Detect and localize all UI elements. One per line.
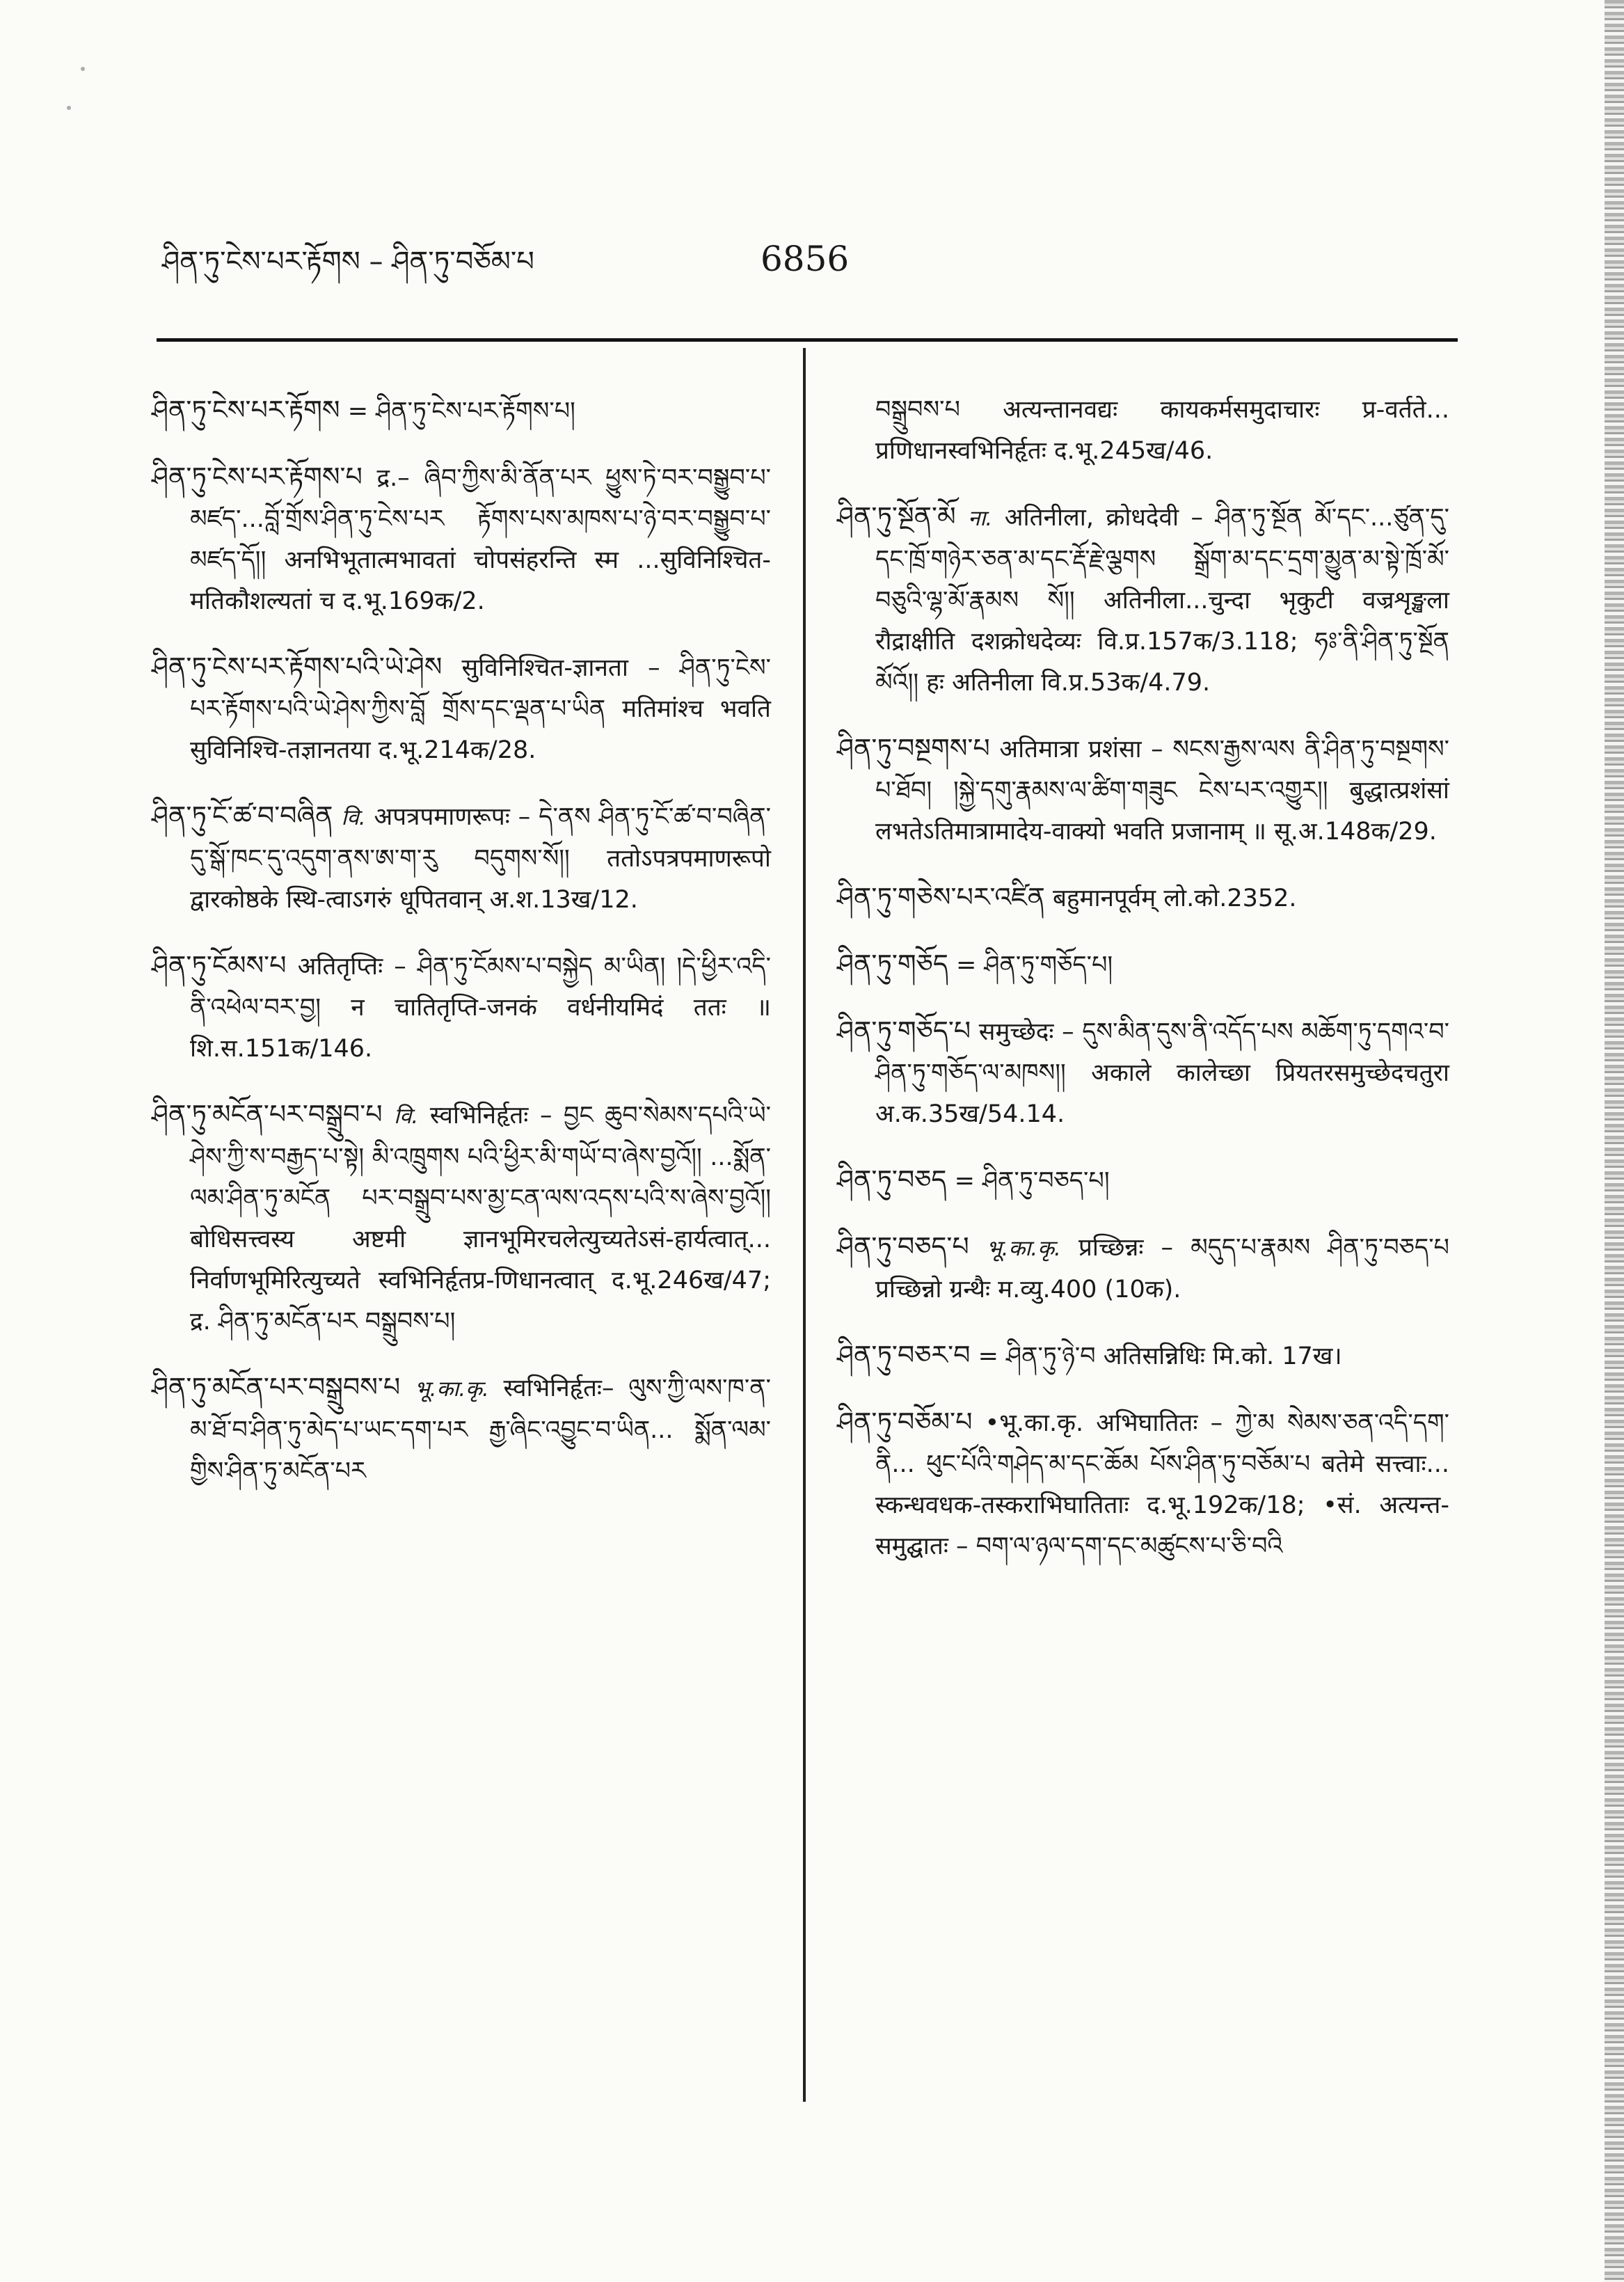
headword: ཤིན་ཏུ་མངོན་པར་བསྒྲུབ་པ xyxy=(152,1099,383,1130)
entry-body: प्रच्छिन्नः – མདུད་པ་རྣམས ཤིན་ཏུ་བཅད་པ प्रच्छिन्नो ग्रन्थैः म.व्यु.400 (10क). xyxy=(875,1234,1449,1304)
headword: ཤིན་ཏུ་བཅད xyxy=(837,1164,947,1195)
grammar-label: वि. xyxy=(394,1104,419,1129)
page-number: 6856 xyxy=(761,239,850,279)
entry-body: सुविनिश्चित-ज्ञानता – ཤིན་ཏུ་ངེས་པར་རྟོགས་པའི་ཡེ་ཤེས་ཀྱིས་བློ གྲོས་དང་ལྡན་པ་ཡིན मतिमांश्च भवति सुविनिश्चि-तज्ञानतया द.भू.214क/28. xyxy=(190,654,771,764)
dictionary-entry xyxy=(837,877,1449,919)
header-rule xyxy=(157,338,1458,342)
dictionary-entry xyxy=(837,1011,1449,1135)
dictionary-entry xyxy=(152,1094,771,1342)
entry-body: अपत्रपमाणरूपः – དེ་ནས ཤིན་ཏུ་ངོ་ཚ་བ་བཞིན་དུ་སྒོ་ཁང་དུ་འདུག་ནས་ཨ་ག་རུ བདུགས་སོ།། ततोऽपत्रपमाणरूपो द्वारकोष्ठके स्थि-त्वाऽगरुं धूपितवान् अ.श.13ख/12. xyxy=(190,803,771,914)
entry-body: བསྒྲུབས་པ अत्यन्तानवद्यः कायकर्मसमुदाचारः प्र-वर्तते... प्रणिधानस्वभिनिर्हृतः द.भू.245ख/46. xyxy=(875,396,1449,465)
entry-body: बहुमानपूर्वम् लो.को.2352. xyxy=(1052,885,1297,912)
ink-speck xyxy=(67,106,71,110)
page-edge-shadow xyxy=(1605,0,1624,2282)
headword: ཤིན་ཏུ་ངོམས་པ xyxy=(152,950,287,981)
entry-body: अतितृप्तिः – ཤིན་ཏུ་ངོམས་པ་བསྐྱེད མ་ཡིན། །དེ་ཕྱིར་འདི་ནི་འཕེལ་བར་བྱ། न चातितृप्ति-जनकं वर्धनीयमिदं ततः ॥ शि.स.151क/146. xyxy=(190,953,771,1063)
dictionary-entry xyxy=(152,1367,771,1492)
entry-body: स्वभिनिर्हृतः– ལུས་ཀྱི་ལས་ཁ་ན་མ་ཐོ་བ་ཤིན་ཏུ་མེད་པ་ཡང་དག་པར རྒྱ་ཞིང་འབྱུང་བ་ཡིན... སྨོན་ལམ་གྱིས་ཤིན་ཏུ་མངོན་པར xyxy=(190,1374,771,1485)
headword: ཤིན་ཏུ་ངེས་པར་རྟོགས་པའི་ཡེ་ཤེས xyxy=(152,651,443,682)
dictionary-entry xyxy=(152,457,771,622)
entry-continuation xyxy=(837,390,1449,472)
entry-body: समुच्छेदः – དུས་མིན་དུས་ནི་འདོད་པས མཆོག་ཏུ་དགའ་བ་ཤིན་ཏུ་གཅོད་ལ་མཁས།། अकाले कालेच्छा प्रियतरसमुच्छेदचतुरा अ.क.35ख/54.14. xyxy=(875,1018,1449,1128)
dictionary-entry xyxy=(837,496,1449,704)
dictionary-entry xyxy=(837,728,1449,853)
column-divider xyxy=(803,348,806,2102)
headword: ཤིན་ཏུ་བཅར་བ xyxy=(837,1340,971,1370)
dictionary-entry xyxy=(152,647,771,771)
ink-speck xyxy=(81,67,85,71)
headword: ཤིན་ཏུ་ངེས་པར་རྟོགས xyxy=(152,395,340,425)
grammar-label: ना. xyxy=(968,506,993,531)
entry-body: द्र.– ཞིབ་ཀྱིས་མི་ནོན་པར ཕྱུས་ཏེ་བར་བསྒྱུབ་པ་མཛད་...བློ་གྲོས་ཤིན་ཏུ་ངེས་པར རྟོགས་པས་མཁས་པ་ཉེ་བར་བསྒྱུབ་པ་མཛད་དོ།། अनभिभूतात्मभावतां चोपसंहरन्ति स्म ...सुविनिश्चित-मतिकौशल्यतां च द.भू.169क/2. xyxy=(190,464,771,615)
entry-body: = ཤིན་ཏུ་ཉེ་བ अतिसन्निधिः मि.को. 17ख। xyxy=(978,1342,1342,1370)
entry-body: अतिमात्रा प्रशंसा – སངས་རྒྱས་ལས ནི་ཤིན་ཏུ་བསྔགས་པ་ཐོབ། །སྐྱེ་དགུ་རྣམས་ལ་ཚིག་གཟུང ངེས་པར་འགྱུར།། बुद्धात्प्रशंसां लभतेऽतिमात्रामादेय-वाक्यो भवति प्रजानाम् ॥ सू.अ.148क/29. xyxy=(875,736,1449,846)
dictionary-entry xyxy=(837,1402,1449,1567)
right-column xyxy=(837,365,1449,1585)
entry-body: अतिनीला, क्रोधदेवी – ཤིན་ཏུ་སྔོན མོ་དང་...ཙུན་དུ་དང་ཁྲོ་གཉེར་ཅན་མ་དང་རྡོ་རྗེ་ལྕགས སྒྲོག་མ་དང་དྲག་མྱུན་མ་སྟེ་ཁྲོ་མོ་བཅུའི་ལྷ་མོ་རྣམས སོ།། अतिनीला...चुन्दा भृकुटी वज्रशृङ्खला रौद्राक्षीति दशक्रोधदेव्यः वि.प्र.157क/3.118; ཧཿ་ནི་ཤིན་ཏུ་སྔོན མོའོ།། हः अतिनीला वि.प्र.53क/4.79. xyxy=(875,504,1449,697)
headword: ཤིན་ཏུ་སྔོན་མོ xyxy=(837,501,956,532)
page-header xyxy=(162,237,1456,299)
dictionary-entry xyxy=(152,795,771,921)
headword: ཤིན་ཏུ་གཅེས་པར་འཛིན xyxy=(837,882,1045,912)
grammar-label: वि. xyxy=(341,805,366,830)
dictionary-entry xyxy=(152,945,771,1070)
entry-body: •भू.का.कृ. अभिघातितः – ཀྱེ་མ སེམས་ཅན་འདི་དག་ནི... ཕུང་པོའི་གཤེད་མ་དང་ཆོམ པོས་ཤིན་ཏུ་བཅོམ་པ बतेमे सत्त्वाः... स्कन्धवधक-तस्कराभिघातिताः द.भू.192क/18; •सं. अत्यन्त-समुद्घातः – བག་ལ་ཉལ་དག་དང་མཚུངས་པ་ཅི་བའི xyxy=(875,1409,1449,1560)
dictionary-entry xyxy=(837,1226,1449,1310)
entry-body: = ཤིན་ཏུ་གཅོད་པ། xyxy=(955,951,1113,979)
headword: ཤིན་ཏུ་བཅད་པ xyxy=(837,1231,969,1262)
running-head: ཤིན་ཏུ་ངེས་པར་རྟོགས – ཤིན་ཏུ་བཅོམ་པ xyxy=(162,246,534,278)
left-column xyxy=(152,365,771,1510)
headword: ཤིན་ཏུ་ངོ་ཚ་བ་བཞིན xyxy=(152,800,333,831)
dictionary-entry xyxy=(837,1159,1449,1202)
headword: ཤིན་ཏུ་གཅོད་པ xyxy=(837,1015,971,1046)
headword: ཤིན་ཏུ་མངོན་པར་བསྒྲུབས་པ xyxy=(152,1372,401,1402)
headword: ཤིན་ཏུ་གཅོད xyxy=(837,949,948,979)
headword: ཤིན་ཏུ་བསྔགས་པ xyxy=(837,733,990,763)
grammar-label: भू.का.कृ. xyxy=(986,1236,1061,1261)
headword: ཤིན་ཏུ་ངེས་པར་རྟོགས་པ xyxy=(152,461,363,492)
grammar-label: भू.का.कृ. xyxy=(414,1377,489,1402)
headword: ཤིན་ཏུ་བཅོམ་པ xyxy=(837,1407,973,1437)
entry-body: = ཤིན་ཏུ་བཅད་པ། xyxy=(954,1167,1110,1195)
entry-body: स्वभिनिर्हृतः – བྱང ཆུབ་སེམས་དཔའི་ཡེ་ཤེས་ཀྱི་ས་བརྒྱད་པ་སྟེ། མི་འཁྲུགས པའི་ཕྱིར་མི་གཡོ་བ་ཞེས་བྱའོ།། ...སྨོན་ལམ་ཤིན་ཏུ་མངོན པར་བསྒྲུབ་པས་མྱ་ངན་ལས་འདས་པའི་ས་ཞེས་བྱའོ།། बोधिसत्त्वस्य अष्टमी ज्ञानभूमिरचलेत्युच्यतेऽसं-हार्यत्वात्... निर्वाणभूमिरित्युच्यते स्वभिनिर्हृतप्र-णिधानत्वात् द.भू.246ख/47; द्र. ཤིན་ཏུ་མངོན་པར བསྒྲུབས་པ། xyxy=(190,1102,771,1336)
dictionary-entry xyxy=(152,390,771,432)
dictionary-entry xyxy=(837,1335,1449,1377)
dictionary-entry xyxy=(837,944,1449,986)
entry-body: = ཤིན་ཏུ་ངེས་པར་རྟོགས་པ། xyxy=(347,397,575,425)
